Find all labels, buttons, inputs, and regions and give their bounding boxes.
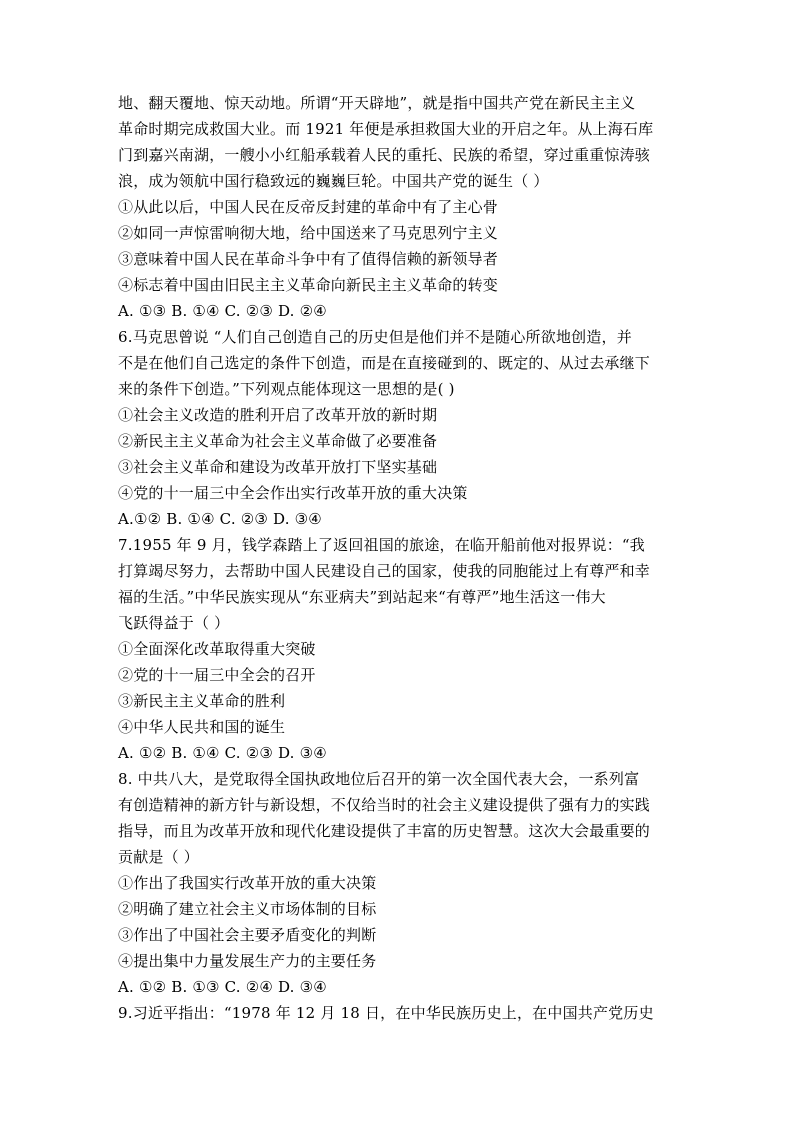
question-6-stem: 来的条件下创造。”下列观点能体现这一思想的是( ) — [118, 380, 455, 398]
option-statement: ②党的十一届三中全会的召开 — [118, 666, 316, 684]
question-7-stem: 7.1955 年 9 月，钱学森踏上了返回祖国的旅途，在临开船前他对报界说：“我 — [118, 536, 646, 554]
question-8-stem: 贡献是（ ） — [118, 848, 199, 866]
passage-line: 门到嘉兴南湖，一艘小小红船承载着人民的重托、民族的希望，穿过重重惊涛骇 — [118, 146, 651, 164]
question-8-stem: 8. 中共八大，是党取得全国执政地位后召开的第一次全国代表大会，一系列富 — [118, 770, 640, 788]
question-stem: 浪，成为领航中国行稳致远的巍巍巨轮。中国共产党的诞生（ ） — [118, 172, 549, 190]
option-statement: ③社会主义革命和建设为改革开放打下坚实基础 — [118, 458, 438, 476]
question-7-stem: 飞跃得益于（ ） — [118, 614, 230, 632]
option-statement: ③新民主主义革命的胜利 — [118, 692, 286, 710]
option-statement: ④党的十一届三中全会作出实行改革开放的重大决策 — [118, 484, 468, 502]
option-statement: ③作出了中国社会主要矛盾变化的判断 — [118, 926, 377, 944]
option-statement: ④中华人民共和国的诞生 — [118, 718, 286, 736]
question-6-stem: 不是在他们自己选定的条件下创造，而是在直接碰到的、既定的、从过去承继下 — [118, 354, 651, 372]
option-statement: ③意味着中国人民在革命斗争中有了值得信赖的新领导者 — [118, 250, 499, 268]
option-statement: ④提出集中力量发展生产力的主要任务 — [118, 952, 377, 970]
question-7-stem: 福的生活。”中华民族实现从“东亚病夫”到站起来“有尊严”地生活这一伟大 — [118, 588, 606, 606]
question-8-stem: 指导，而且为改革开放和现代化建设提供了丰富的历史智慧。这次大会最重要的 — [118, 822, 651, 840]
option-statement: ②新民主主义革命为社会主义革命做了必要准备 — [118, 432, 438, 450]
question-8-stem: 有创造精神的新方针与新设想，不仅给当时的社会主义建设提供了强有力的实践 — [118, 796, 651, 814]
option-statement: ②明确了建立社会主义市场体制的目标 — [118, 900, 377, 918]
option-statement: ②如同一声惊雷响彻大地，给中国送来了马克思列宁主义 — [118, 224, 499, 242]
question-9-stem: 9.习近平指出：“1978 年 12 月 18 日，在中华民族历史上，在中国共产党历史 — [118, 1004, 654, 1022]
answer-choices: A. ①② B. ①③ C. ②④ D. ③④ — [118, 978, 327, 996]
answer-choices: A.①② B. ①④ C. ②③ D. ③④ — [118, 510, 322, 528]
option-statement: ④标志着中国由旧民主主义革命向新民主主义革命的转变 — [118, 276, 499, 294]
option-statement: ①社会主义改造的胜利开启了改革开放的新时期 — [118, 406, 438, 424]
option-statement: ①全面深化改革取得重大突破 — [118, 640, 316, 658]
passage-line: 革命时期完成救国大业。而 1921 年便是承担救国大业的开启之年。从上海石库 — [118, 120, 654, 138]
passage-line: 地、翻天覆地、惊天动地。所谓“开天辟地”，就是指中国共产党在新民主主义 — [118, 94, 636, 112]
option-statement: ①从此以后，中国人民在反帝反封建的革命中有了主心骨 — [118, 198, 499, 216]
option-statement: ①作出了我国实行改革开放的重大决策 — [118, 874, 377, 892]
answer-choices: A. ①② B. ①④ C. ②③ D. ③④ — [118, 744, 327, 762]
answer-choices: A. ①③ B. ①④ C. ②③ D. ②④ — [118, 302, 327, 320]
question-7-stem: 打算竭尽努力，去帮助中国人民建设自己的国家，使我的同胞能过上有尊严和幸 — [118, 562, 651, 580]
question-6-stem: 6.马克思曾说 “人们自己创造自己的历史但是他们并不是随心所欲地创造，并 — [118, 328, 632, 346]
